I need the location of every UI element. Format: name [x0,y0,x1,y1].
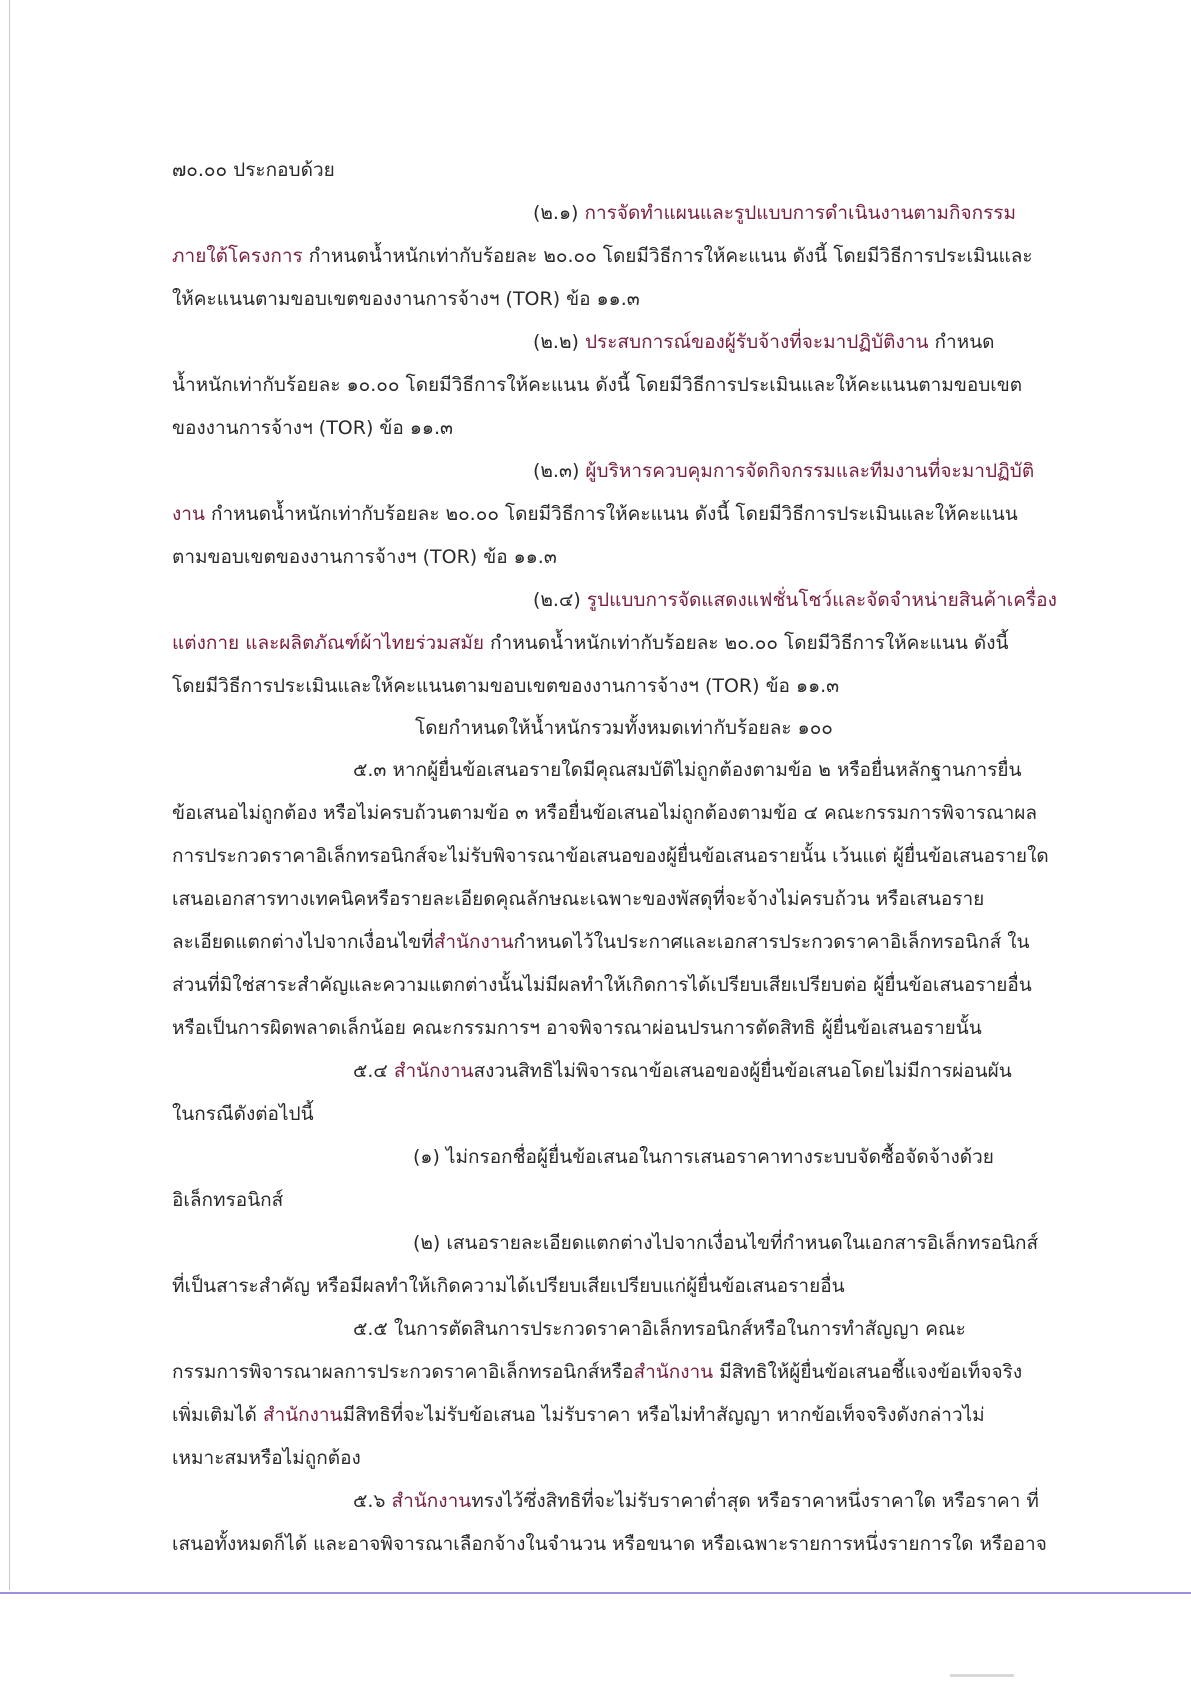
text-segment: ๗๐.๐๐ ประกอบด้วย [172,159,335,181]
text-segment: (๒.๒) [533,331,585,353]
text-line [172,416,453,440]
text-segment: อิเล็กทรอนิกส์ [172,1189,284,1211]
text-segment: การประกวดราคาอิเล็กทรอนิกส์จะไม่รับพิจารณาข้อเสนอของผู้ยื่นข้อเสนอรายนั้น เว้นแต่ ผู้ยื่นข้อเสนอรายใด [172,845,1049,867]
highlighted-text: แต่งกาย และผลิตภัณฑ์ผ้าไทยร่วมสมัย [172,632,485,654]
highlighted-text: สำนักงาน [433,931,514,953]
text-line [533,330,995,354]
highlighted-text: ประสบการณ์ของผู้รับจ้างที่จะมาปฏิบัติงาน [584,331,929,353]
text-segment: โดยมีวิธีการประเมินและให้คะแนนตามขอบเขตของงานการจ้างฯ (TOR) ข้อ ๑๑.๓ [172,675,840,697]
text-line [172,244,1033,268]
text-segment: น้ำหนักเท่ากับร้อยละ ๑๐.๐๐ โดยมีวิธีการให้คะแนน ดังนี้ โดยมีวิธีการประเมินและให้คะแนนตามขอบเขต [172,374,1023,396]
text-segment: กรรมการพิจารณาผลการประกวดราคาอิเล็กทรอนิกส์หรือ [172,1361,634,1383]
text-segment: ๕.๓ หากผู้ยื่นข้อเสนอรายใดมีคุณสมบัติไม่ถูกต้องตามข้อ ๒ หรือยื่นหลักฐานการยื่น [353,759,1022,781]
text-segment: ข้อเสนอไม่ถูกต้อง หรือไม่ครบถ้วนตามข้อ ๓ หรือยื่นข้อเสนอไม่ถูกต้องตามข้อ ๔ คณะกรรมการพิจารณาผล [172,802,1038,824]
text-segment: ตามขอบเขตของงานการจ้างฯ (TOR) ข้อ ๑๑.๓ [172,546,557,568]
text-segment: ให้คะแนนตามขอบเขตของงานการจ้างฯ (TOR) ข้อ ๑๑.๓ [172,288,640,310]
highlighted-text: ภายใต้โครงการ [172,245,303,267]
highlighted-text: สำนักงาน [633,1361,714,1383]
text-line [172,973,1032,997]
text-line [172,631,1008,655]
text-line [533,588,1057,612]
text-segment: มีสิทธิที่จะไม่รับข้อเสนอ ไม่รับราคา หรือไม่ทำสัญญา หากข้อเท็จจริงดังกล่าวไม่ [342,1404,985,1426]
text-segment: กำหนดน้ำหนักเท่ากับร้อยละ ๒๐.๐๐ โดยมีวิธีการให้คะแนน ดังนี้ โดยมีวิธีการประเมินและให้คะแนน [204,503,1018,525]
text-segment: หรือเป็นการผิดพลาดเล็กน้อย คณะกรรมการฯ อาจพิจารณาผ่อนปรนการตัดสิทธิ ผู้ยื่นข้อเสนอรายนั้น [172,1017,982,1039]
text-line [413,1231,1038,1255]
text-line [353,1317,966,1341]
text-segment: (๒) เสนอรายละเอียดแตกต่างไปจากเงื่อนไขที่กำหนดในเอกสารอิเล็กทรอนิกส์ [413,1232,1039,1254]
text-segment: (๒.๓) [533,460,586,482]
text-line [172,502,1018,526]
text-segment: มีสิทธิให้ผู้ยื่นข้อเสนอชี้แจงข้อเท็จจริง [713,1361,1023,1383]
highlighted-text: ผู้บริหารควบคุมการจัดกิจกรรมและทีมงานที่จะมาปฏิบัติ [585,460,1035,482]
text-line [172,287,640,311]
highlighted-text: งาน [172,503,205,525]
text-segment: เสนอทั้งหมดก็ได้ และอาจพิจารณาเลือกจ้างในจำนวน หรือขนาด หรือเฉพาะรายการหนึ่งรายการใด หรืออาจ [172,1533,1047,1555]
text-segment: โดยกำหนดให้น้ำหนักรวมทั้งหมดเท่ากับร้อยละ ๑๐๐ [415,717,833,739]
highlighted-text: สำนักงาน [393,1060,474,1082]
highlighted-text: สำนักงาน [391,1490,472,1512]
text-segment: เพิ่มเติมได้ [172,1404,263,1426]
highlighted-text: การจัดทำแผนและรูปแบบการดำเนินงานตามกิจกรรม [584,202,1017,224]
text-line [172,545,557,569]
text-line [533,201,1016,225]
text-line [415,716,833,740]
text-line [172,1446,361,1470]
text-line [172,1188,283,1212]
text-line [172,674,839,698]
scan-left-edge [9,0,10,1590]
text-line [172,930,1029,954]
footer-rule [0,1592,1191,1594]
text-segment: กำหนดน้ำหนักเท่ากับร้อยละ ๒๐.๐๐ โดยมีวิธีการให้คะแนน ดังนี้ [484,632,1009,654]
text-segment: ส่วนที่มิใช่สาระสำคัญและความแตกต่างนั้นไม่มีผลทำให้เกิดการได้เปรียบเสียเปรียบต่อ ผู้ยื่นข้อเสนอรายอื่น [172,974,1032,996]
text-segment: กำหนดไว้ในประกาศและเอกสารประกวดราคาอิเล็กทรอนิกส์ ใน [513,931,1030,953]
text-line [533,459,1034,483]
text-segment: ของงานการจ้างฯ (TOR) ข้อ ๑๑.๓ [172,417,453,439]
text-segment: ๕.๕ ในการตัดสินการประกวดราคาอิเล็กทรอนิกส์หรือในการทำสัญญา คณะ [353,1318,966,1340]
text-line [413,1145,994,1169]
text-line [172,158,335,182]
text-segment: กำหนดน้ำหนักเท่ากับร้อยละ ๒๐.๐๐ โดยมีวิธีการให้คะแนน ดังนี้ โดยมีวิธีการประเมินและ [302,245,1033,267]
text-line [172,373,1022,397]
text-segment: (๑) ไม่กรอกชื่อผู้ยื่นข้อเสนอในการเสนอราคาทางระบบจัดซื้อจัดจ้างด้วย [413,1146,994,1168]
text-segment: เหมาะสมหรือไม่ถูกต้อง [172,1447,361,1469]
text-segment: กำหนด [928,331,995,353]
scan-mark [950,1674,1014,1677]
text-segment: ๕.๖ [353,1490,392,1512]
text-line [172,1102,314,1126]
text-line [353,758,1022,782]
text-segment: (๒.๑) [533,202,585,224]
text-segment: ที่เป็นสาระสำคัญ หรือมีผลทำให้เกิดความได้เปรียบเสียเปรียบแก่ผู้ยื่นข้อเสนอรายอื่น [172,1275,845,1297]
text-segment: เสนอเอกสารทางเทคนิคหรือรายละเอียดคุณลักษณะเฉพาะของพัสดุที่จะจ้างไม่ครบถ้วน หรือเสนอราย [172,888,985,910]
text-line [353,1059,1012,1083]
text-line [353,1489,1039,1513]
text-line [172,1016,982,1040]
text-segment: ในกรณีดังต่อไปนี้ [172,1103,314,1125]
text-line [172,887,984,911]
text-line [172,801,1037,825]
text-line [172,1532,1047,1556]
text-segment: (๒.๔) [533,589,587,611]
text-segment: สงวนสิทธิไม่พิจารณาข้อเสนอของผู้ยื่นข้อเสนอโดยไม่มีการผ่อนผัน [473,1060,1012,1082]
highlighted-text: สำนักงาน [262,1404,343,1426]
text-line [172,1403,985,1427]
text-segment: ทรงไว้ซึ่งสิทธิที่จะไม่รับราคาต่ำสุด หรือราคาหนึ่งราคาใด หรือราคา ที่ [471,1490,1039,1512]
highlighted-text: รูปแบบการจัดแสดงแฟชั่นโชว์และจัดจำหน่ายสินค้าเครื่อง [586,589,1057,611]
text-line [172,1274,845,1298]
text-line [172,1360,1022,1384]
text-line [172,844,1049,868]
text-segment: ละเอียดแตกต่างไปจากเงื่อนไขที่ [172,931,434,953]
text-segment: ๕.๔ [353,1060,394,1082]
